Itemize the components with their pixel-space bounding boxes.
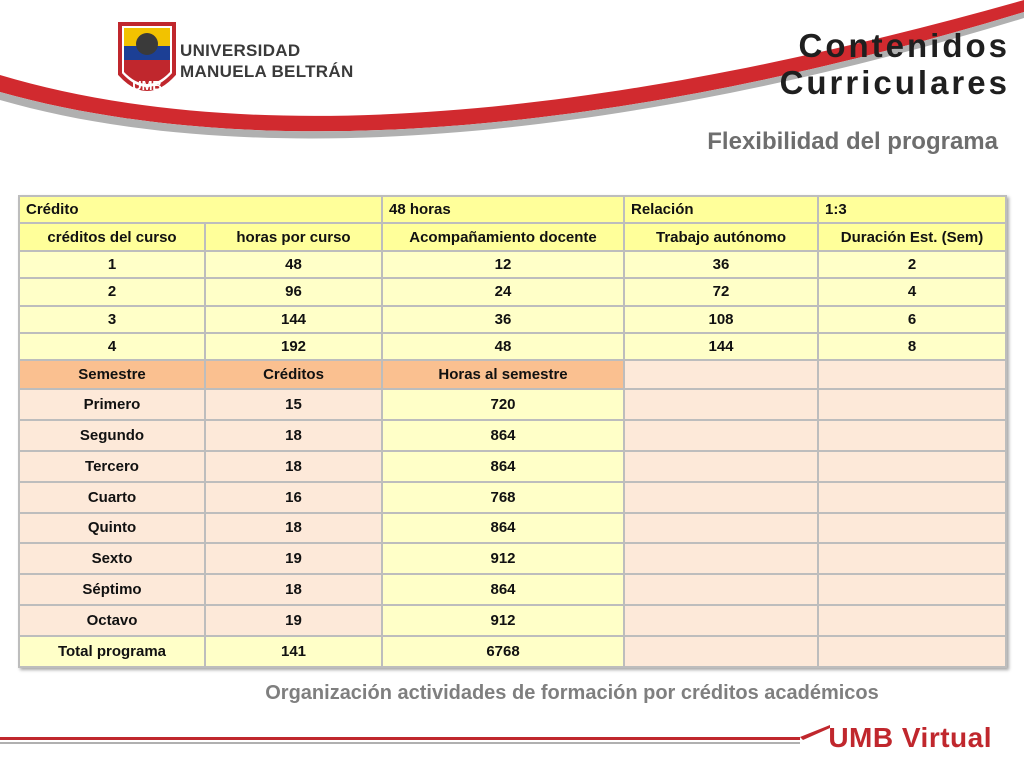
table-cell: 18 (206, 575, 381, 604)
table-cell: 19 (206, 606, 381, 635)
table-cell: 12 (383, 252, 623, 277)
table-cell: 8 (819, 334, 1005, 359)
table-cell: 4 (20, 334, 204, 359)
university-name (180, 40, 354, 82)
semester-header-row (20, 361, 1005, 388)
table-row (20, 252, 1005, 277)
table-cell: Primero (20, 390, 204, 419)
table-header-cell: Trabajo autónomo (625, 224, 817, 249)
table-cell: 96 (206, 279, 381, 304)
table-cell: 19 (206, 544, 381, 573)
table-empty-cell (819, 361, 1005, 388)
table-cell: 72 (625, 279, 817, 304)
table-header-row (20, 224, 1005, 249)
table-cell: 36 (383, 307, 623, 332)
table-header-cell: Duración Est. (Sem) (819, 224, 1005, 249)
table-cell: 141 (206, 637, 381, 666)
total-row (20, 637, 1005, 666)
table-cell: 18 (206, 452, 381, 481)
table-cell: 36 (625, 252, 817, 277)
table-header-cell: horas por curso (206, 224, 381, 249)
table-cell: 48 horas (383, 197, 623, 222)
table-empty-cell (819, 390, 1005, 419)
table-cell: 108 (625, 307, 817, 332)
table-cell: Sexto (20, 544, 204, 573)
table-cell: 720 (383, 390, 623, 419)
table-cell: 864 (383, 514, 623, 543)
table-cell: Quinto (20, 514, 204, 543)
table-empty-cell (625, 390, 817, 419)
table-cell: 144 (206, 307, 381, 332)
table-cell: 864 (383, 452, 623, 481)
table-empty-cell (819, 544, 1005, 573)
table-cell: Relación (625, 197, 817, 222)
table-empty-cell (819, 637, 1005, 666)
table-cell: 912 (383, 544, 623, 573)
table-cell: Total programa (20, 637, 204, 666)
table-cell: 3 (20, 307, 204, 332)
table-cell: 2 (819, 252, 1005, 277)
table-empty-cell (625, 452, 817, 481)
semester-row (20, 606, 1005, 635)
table-empty-cell (625, 483, 817, 512)
table-cell: Octavo (20, 606, 204, 635)
table-empty-cell (819, 606, 1005, 635)
logo-emblem-text: UMB (132, 78, 162, 93)
table-cell: 48 (383, 334, 623, 359)
table-empty-cell (625, 544, 817, 573)
table-header-cell: Semestre (20, 361, 204, 388)
table-cell: 2 (20, 279, 204, 304)
table-empty-cell (625, 361, 817, 388)
umb-virtual-logo: UMB Virtual (828, 722, 992, 753)
university-name-line2: MANUELA BELTRÁN (180, 62, 354, 81)
table-cell: Tercero (20, 452, 204, 481)
table-header-cell: Acompañamiento docente (383, 224, 623, 249)
table-header-cell: créditos del curso (20, 224, 204, 249)
table-cell: 1 (20, 252, 204, 277)
credits-table (18, 195, 1007, 668)
table-cell: 1:3 (819, 197, 1005, 222)
table-row (20, 307, 1005, 332)
table-cell: 192 (206, 334, 381, 359)
table-empty-cell (625, 606, 817, 635)
table-empty-cell (819, 514, 1005, 543)
footer-caption: Organización actividades de formación por créditos académicos (265, 682, 879, 704)
table-cell: 912 (383, 606, 623, 635)
table-cell: 24 (383, 279, 623, 304)
table-empty-cell (819, 483, 1005, 512)
slide-title-line2: Curriculares (779, 64, 1010, 101)
slide-title (780, 27, 1010, 101)
semester-row (20, 483, 1005, 512)
table-row (20, 334, 1005, 359)
semester-row (20, 421, 1005, 450)
semester-row (20, 544, 1005, 573)
table-cell: 18 (206, 421, 381, 450)
table-cell: 864 (383, 421, 623, 450)
table-cell: Segundo (20, 421, 204, 450)
table-cell: Crédito (20, 197, 381, 222)
table-cell: 15 (206, 390, 381, 419)
table-empty-cell (625, 637, 817, 666)
table-header-cell: Créditos (206, 361, 381, 388)
semester-row (20, 514, 1005, 543)
table-empty-cell (819, 575, 1005, 604)
table-cell: 768 (383, 483, 623, 512)
table-cell: 6768 (383, 637, 623, 666)
table-empty-cell (819, 421, 1005, 450)
table-header-cell: Horas al semestre (383, 361, 623, 388)
table-cell: 18 (206, 514, 381, 543)
table-cell: 48 (206, 252, 381, 277)
table-cell: 4 (819, 279, 1005, 304)
table-empty-cell (625, 421, 817, 450)
semester-row (20, 390, 1005, 419)
table-cell: 16 (206, 483, 381, 512)
university-name-line1: UNIVERSIDAD (180, 41, 301, 60)
table-cell: Cuarto (20, 483, 204, 512)
table-row (20, 197, 1005, 222)
table-empty-cell (625, 514, 817, 543)
semester-row (20, 575, 1005, 604)
table-cell: 6 (819, 307, 1005, 332)
table-cell: Séptimo (20, 575, 204, 604)
slide-title-line1: Contenidos (798, 27, 1010, 64)
table-empty-cell (819, 452, 1005, 481)
slide-subtitle: Flexibilidad del programa (707, 128, 998, 155)
table-empty-cell (625, 575, 817, 604)
table-cell: 864 (383, 575, 623, 604)
semester-row (20, 452, 1005, 481)
table-cell: 144 (625, 334, 817, 359)
table-row (20, 279, 1005, 304)
